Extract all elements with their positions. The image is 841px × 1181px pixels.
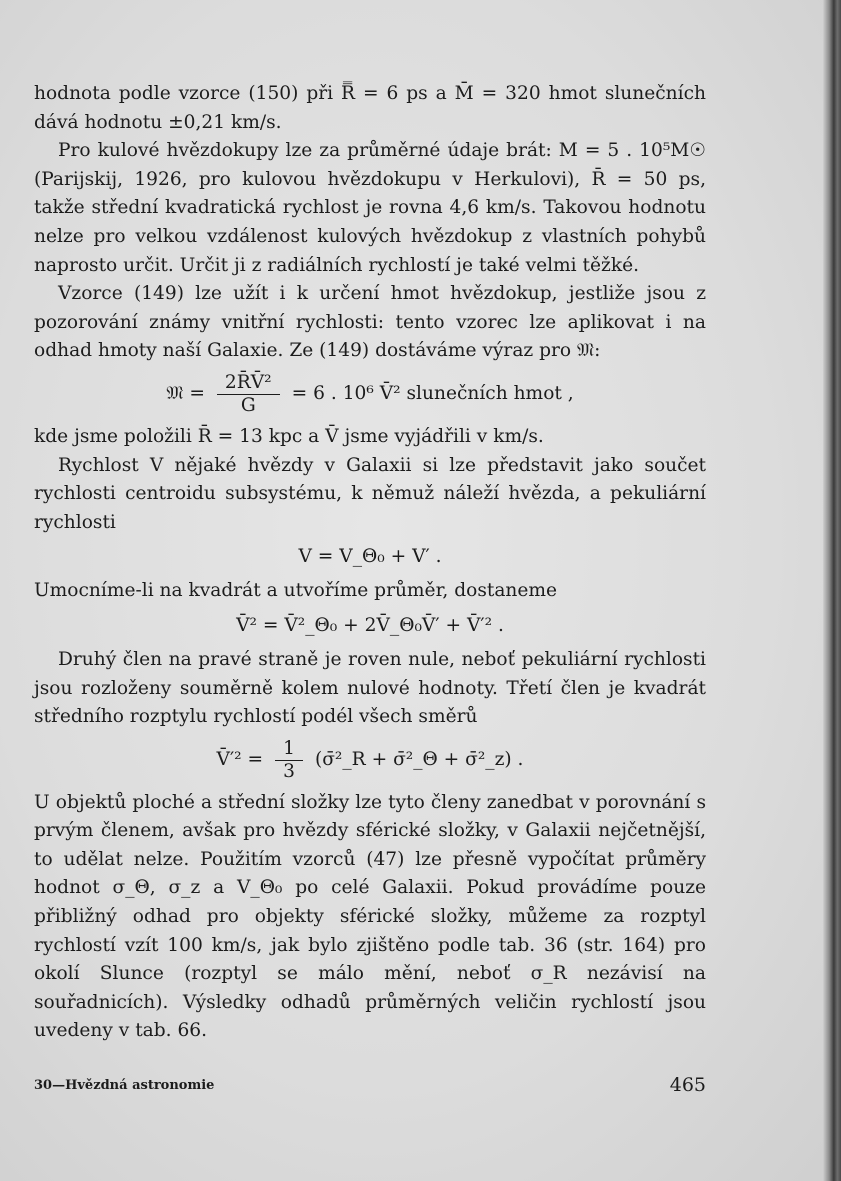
equation-mass-fraction	[217, 372, 280, 417]
equation-dispersion-denominator: 3	[283, 760, 295, 782]
equation-mass-numerator: 2R̄V̄²	[217, 372, 280, 395]
equation-dispersion-fraction	[275, 738, 303, 783]
equation-mass	[34, 372, 706, 417]
equation-mass-lhs: 𝔐 =	[166, 383, 205, 405]
footer-signature: 30—Hvězdná astronomie	[34, 1078, 215, 1093]
equation-mass-rhs: = 6 . 10⁶ V̄² slunečních hmot ,	[291, 383, 574, 405]
book-spine-shadow	[823, 0, 841, 1181]
equation-velocity-square: V̄² = V̄²_Θ₀ + 2V̄_Θ₀V̄′ + V̄′² .	[236, 614, 504, 636]
equation-dispersion	[34, 738, 706, 783]
paragraph-5: Rychlost V nějaké hvězdy v Galaxii si lze představit jako součet rychlosti centroidu subsystému, k němuž náleží hvězda, a pekuliární rychlosti	[34, 454, 706, 533]
paragraph-1: hodnota podle vzorce (150) při R̿ = 6 ps a M̄ = 320 hmot slunečních dává hodnotu ±0,21 km/s.	[34, 83, 706, 133]
paragraph-4: kde jsme položili R̄ = 13 kpc a V̄ jsme vyjádřili v km/s.	[34, 425, 544, 447]
equation-mass-denominator: G	[240, 394, 256, 416]
equation-velocity-sum: V = V_Θ₀ + V′ .	[298, 546, 442, 568]
paragraph-6: Umocníme-li na kvadrát a utvoříme průměr, dostaneme	[34, 580, 558, 602]
paragraph-8: U objektů ploché a střední složky lze tyto členy zanedbat v porovnání s prvým členem, avšak pro hvězdy sférické složky, v Galaxii nejčetnější, to udělat nelze. Použitím vzorců (47) lze přesně vypočítat průměry hodnot σ_Θ, σ_z a V_Θ₀ po celé Galaxii. Pokud provádíme pouze přibližný odhad pro objekty sférické složky, můžeme za rozptyl rychlostí vzít 100 km/s, jak bylo zjištěno podle tab. 36 (str. 164) pro okolí Slunce (rozptyl se málo mění, neboť σ_R nezávisí na souřadnicích). Výsledky odhadů průměrných veličin rychlostí jsou uvedeny v tab. 66.	[34, 791, 706, 1042]
paragraph-7: Druhý člen na pravé straně je roven nule, neboť pekuliární rychlosti jsou rozloženy souměrně kolem nulové hodnoty. Třetí člen je kvadrát středního rozptylu rychlostí podél všech směrů	[34, 648, 706, 728]
page-body	[34, 80, 706, 1046]
equation-dispersion-lhs: V̄′² =	[216, 749, 264, 771]
page-number: 465	[669, 1074, 706, 1096]
paragraph-3: Vzorce (149) lze užít i k určení hmot hvězdokup, jestliže jsou z pozorování známy vnitřní rychlosti: tento vzorec lze aplikovat i na odhad hmoty naší Galaxie. Ze (149) dostáváme výraz pro 𝔐:	[34, 283, 706, 362]
equation-dispersion-numerator: 1	[275, 738, 303, 761]
paragraph-2: Pro kulové hvězdokupy lze za průměrné údaje brát: M = 5 . 10⁵M☉ (Parijskij, 1926, pro kulovou hvězdokupu v Herkulovi), R̄ = 50 ps, takže střední kvadratická rychlost je rovna 4,6 km/s. Takovou hodnotu nelze pro velkou vzdálenost kulových hvězdokup z vlastních pohybů naprosto určit. Určit ji z radiálních rychlostí je také velmi těžké.	[34, 140, 706, 276]
equation-dispersion-rhs: (σ̄²_R + σ̄²_Θ + σ̄²_z) .	[314, 749, 524, 771]
